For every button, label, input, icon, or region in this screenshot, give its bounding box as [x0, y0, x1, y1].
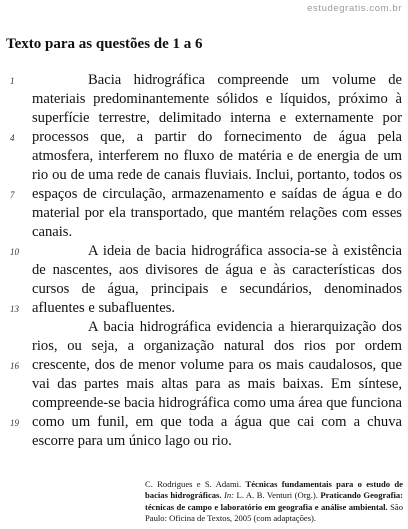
text-line: material por ela transportado, que mantém relações com esses — [32, 205, 402, 221]
line-number: 13 — [10, 304, 19, 314]
text-line: cursos de água, principais e secundários, denominados — [32, 281, 402, 297]
line-number: 7 — [10, 190, 15, 200]
citation-book: Praticando Geografia: técnicas de campo e laboratório em geografia e análise ambiental. — [145, 490, 404, 512]
line-number: 19 — [10, 418, 19, 428]
citation-publisher: São Paulo: Oficina de Textos, 2005 (com adaptações). — [145, 501, 403, 523]
source-citation — [145, 479, 403, 524]
citation-in-label: In: — [224, 490, 235, 501]
text-line: de nascentes, aos divisores de água e às características dos — [32, 262, 402, 278]
page-title: Texto para as questões de 1 a 6 — [6, 36, 203, 52]
text-line: processos que, a partir do fornecimento de água pela — [32, 129, 402, 145]
text-line: escorre para um único lago ou rio. — [32, 433, 232, 449]
text-line: compreende-se bacia hidrográfica como uma área que funciona — [32, 395, 402, 411]
line-number: 1 — [10, 76, 15, 86]
text-line: canais. — [32, 224, 73, 240]
text-line: vai das partes mais altas para as mais baixas. Em síntese, — [32, 376, 402, 392]
text-line: atmosfera, interferem no fluxo de matéria e de energia de um — [32, 148, 402, 164]
text-line: espaços de circulação, armazenamento e saídas de água e do — [32, 186, 402, 202]
text-line: Bacia hidrográfica compreende um volume de — [88, 72, 402, 88]
text-line: A bacia hidrográfica evidencia a hierarquização dos — [88, 319, 402, 335]
text-line: rio ou de uma rede de canais fluviais. Inclui, portanto, todos os — [32, 167, 402, 183]
text-line: A ideia de bacia hidrográfica associa-se à existência — [88, 243, 402, 259]
citation-chapter: Técnicas fundamentais para o estudo de bacias hidrográficas. — [145, 479, 403, 501]
text-line: superfície terrestre, delimitado interna e externamente por — [32, 110, 402, 126]
text-line: crescente, dos de menor volume para os mais caudalosos, que — [32, 357, 402, 373]
line-number: 10 — [10, 247, 19, 257]
citation-authors: C. Rodrigues e S. Adami. — [145, 479, 242, 489]
line-number: 4 — [10, 133, 15, 143]
citation-editors: L. A. B. Venturi (Org.). — [236, 490, 318, 501]
text-line: rios, ou seja, a organização natural dos rios por ordem — [32, 338, 402, 354]
site-watermark: estudegratis.com.br — [307, 3, 402, 14]
line-number: 16 — [10, 361, 19, 371]
text-line: afluentes e subafluentes. — [32, 300, 176, 316]
text-line: como um funil, em que toda a água que cai com a chuva — [32, 414, 402, 430]
text-line: materiais predominantemente sólidos e líquidos, próximo à — [32, 91, 402, 107]
